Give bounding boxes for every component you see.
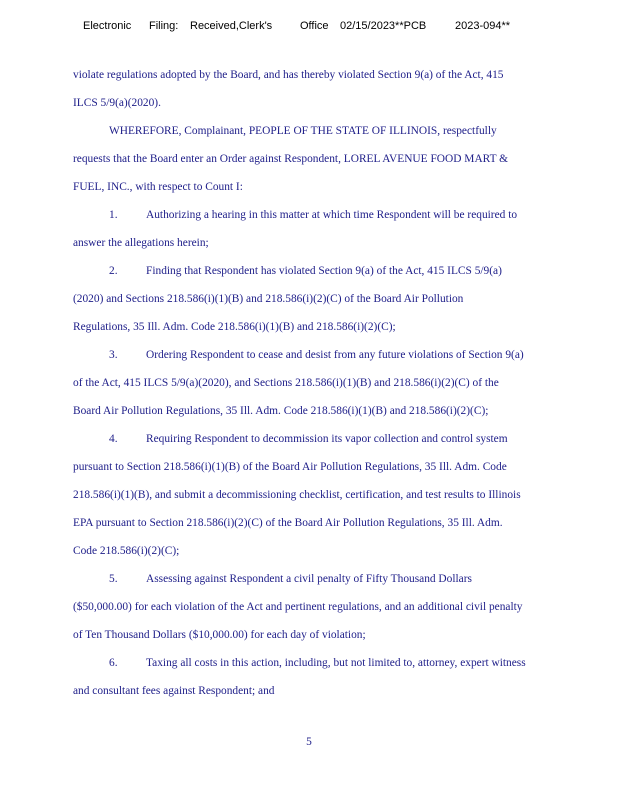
intro-line-2: ILCS 5/9(a)(2020).: [73, 97, 161, 109]
item-2-line-1: Finding that Respondent has violated Section 9(a) of the Act, 415 ILCS 5/9(a): [146, 265, 502, 277]
item-4-number: 4.: [109, 433, 118, 445]
item-2-number: 2.: [109, 265, 118, 277]
wherefore-line-1: WHEREFORE, Complainant, PEOPLE OF THE STATE OF ILLINOIS, respectfully: [109, 125, 497, 137]
item-4-line-3: 218.586(i)(1)(B), and submit a decommissioning checklist, certification, and test results to Illinois: [73, 489, 521, 501]
header-case-number: 2023-094**: [455, 20, 511, 32]
item-5-number: 5.: [109, 573, 118, 585]
item-1-number: 1.: [109, 209, 118, 221]
item-6-line-1: Taxing all costs in this action, including, but not limited to, attorney, expert witness: [146, 657, 526, 669]
item-3-number: 3.: [109, 349, 118, 361]
item-1-line-2: answer the allegations herein;: [73, 237, 209, 249]
item-5-line-3: of Ten Thousand Dollars ($10,000.00) for each day of violation;: [73, 629, 366, 641]
intro-line-1: violate regulations adopted by the Board, and has thereby violated Section 9(a) of the Act, 415: [73, 69, 504, 81]
item-6-number: 6.: [109, 657, 118, 669]
item-4-line-5: Code 218.586(i)(2)(C);: [73, 545, 180, 557]
header-filing: Filing:: [149, 20, 179, 32]
item-6-line-2: and consultant fees against Respondent; and: [73, 685, 275, 697]
page-number: 5: [306, 736, 312, 748]
item-4-line-1: Requiring Respondent to decommission its vapor collection and control system: [146, 433, 508, 445]
item-3-line-1: Ordering Respondent to cease and desist from any future violations of Section 9(a): [146, 349, 524, 361]
wherefore-line-2: requests that the Board enter an Order against Respondent, LOREL AVENUE FOOD MART &: [73, 153, 509, 165]
header-office: Office: [300, 20, 329, 32]
item-4-line-2: pursuant to Section 218.586(i)(1)(B) of the Board Air Pollution Regulations, 35 Ill. Adm. Code: [73, 461, 507, 473]
item-3-line-3: Board Air Pollution Regulations, 35 Ill. Adm. Code 218.586(i)(1)(B) and 218.586(i)(2)(C);: [73, 405, 489, 417]
header-received: Received,Clerk's: [190, 20, 273, 32]
header-date: 02/15/2023**PCB: [340, 20, 427, 32]
item-5-line-2: ($50,000.00) for each violation of the Act and pertinent regulations, and an additional civil penalty: [73, 601, 523, 613]
item-2-line-2: (2020) and Sections 218.586(i)(1)(B) and 218.586(i)(2)(C) of the Board Air Pollution: [73, 293, 464, 305]
item-1-line-1: Authorizing a hearing in this matter at which time Respondent will be required to: [146, 209, 518, 221]
item-5-line-1: Assessing against Respondent a civil penalty of Fifty Thousand Dollars: [146, 573, 472, 585]
item-3-line-2: of the Act, 415 ILCS 5/9(a)(2020), and Sections 218.586(i)(1)(B) and 218.586(i)(2)(C) of the: [73, 377, 499, 389]
item-4-line-4: EPA pursuant to Section 218.586(i)(2)(C) of the Board Air Pollution Regulations, 35 Ill. Adm.: [73, 517, 503, 529]
wherefore-line-3: FUEL, INC., with respect to Count I:: [73, 181, 243, 193]
item-2-line-3: Regulations, 35 Ill. Adm. Code 218.586(i)(1)(B) and 218.586(i)(2)(C);: [73, 321, 396, 333]
header-electronic: Electronic: [83, 20, 132, 32]
